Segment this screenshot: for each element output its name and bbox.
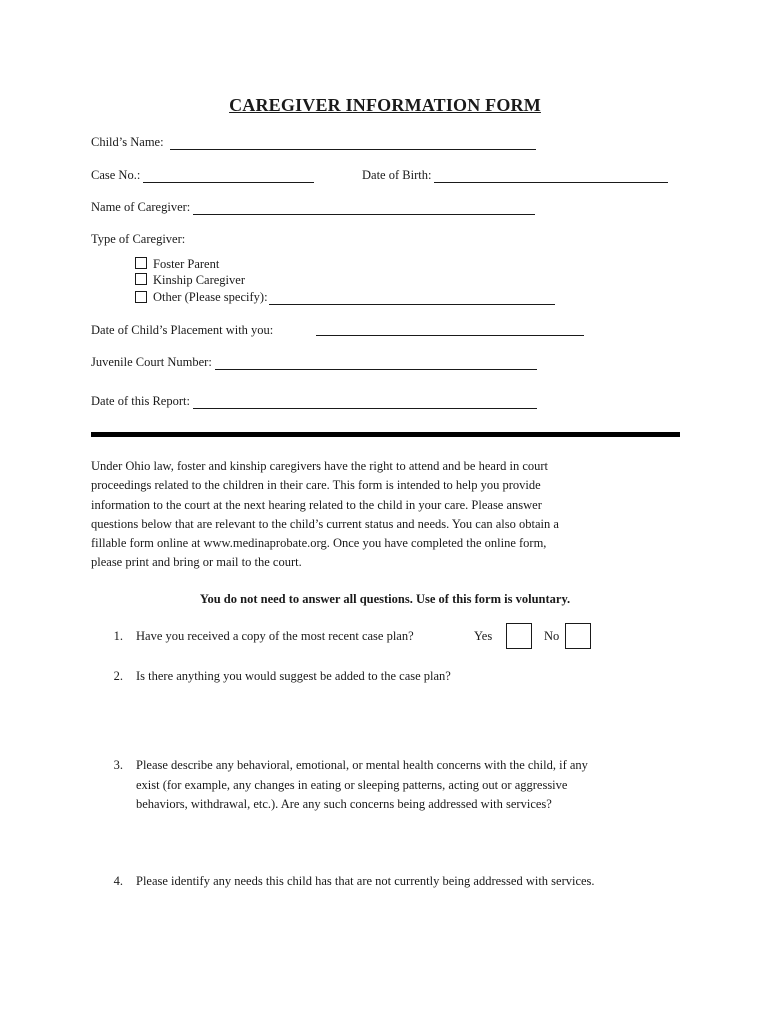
child-name-row [91,134,536,150]
question-4-text: Please identify any needs this child has that are not currently being addressed with services. [136,874,595,888]
placement-date-label: Date of Child’s Placement with you: [91,323,274,337]
question-1-yes-label: Yes [474,629,493,643]
foster-parent-option[interactable] [135,256,219,272]
caregiver-name-label: Name of Caregiver: [91,200,191,214]
foster-parent-label: Foster Parent [153,257,220,271]
question-2-number: 2. [113,669,123,683]
child-name-label: Child’s Name: [91,135,164,149]
report-date-row [91,393,537,409]
other-caregiver-input[interactable] [269,292,555,305]
question-1-number: 1. [113,629,123,643]
other-caregiver-option[interactable] [135,289,555,305]
voluntary-notice: You do not need to answer all questions. Use of this form is voluntary. [199,592,571,606]
question-3-number: 3. [113,758,123,772]
juvenile-court-input[interactable] [215,357,537,370]
intro-line: information to the court at the next hearing related to the child in your care. Please answer [91,497,542,512]
intro-line: fillable form online at www.medinaprobate.org. Once you have completed the online form, [91,536,547,551]
intro-paragraph [91,457,681,573]
question-3-line-3: behaviors, withdrawal, etc.). Are any such concerns being addressed with services? [136,797,552,811]
kinship-caregiver-label: Kinship Caregiver [153,273,245,287]
report-date-label: Date of this Report: [91,394,190,408]
caregiver-type-label: Type of Caregiver: [91,232,186,246]
question-4-number: 4. [113,874,123,888]
case-no-label: Case No.: [91,168,141,182]
dob-input[interactable] [434,170,668,183]
caregiver-name-row [91,199,535,215]
intro-line: Under Ohio law, foster and kinship caregivers have the right to attend and be heard in court [91,459,549,473]
question-1-no-label: No [544,629,560,643]
question-1-text: Have you received a copy of the most recent case plan? [136,629,414,643]
report-date-input[interactable] [193,396,537,409]
question-3-line-1: Please describe any behavioral, emotional, or mental health concerns with the child, if any [136,758,588,772]
case-no-input[interactable] [143,170,314,183]
question-3-line-2: exist (for example, any changes in eating or sleeping patterns, acting out or aggressive [136,777,568,792]
child-name-input[interactable] [170,137,536,150]
question-2-text: Is there anything you would suggest be added to the case plan? [136,669,451,683]
juvenile-court-row [91,354,537,370]
dob-row [362,167,668,183]
kinship-caregiver-checkbox[interactable] [135,273,147,285]
juvenile-court-label: Juvenile Court Number: [91,355,212,369]
form-title: CAREGIVER INFORMATION FORM [229,95,541,115]
section-divider [91,432,680,437]
case-no-row [91,167,314,183]
other-caregiver-checkbox[interactable] [135,291,147,303]
kinship-caregiver-option[interactable] [135,272,245,288]
dob-label: Date of Birth: [362,168,432,182]
intro-line: proceedings related to the children in their care. This form is intended to help you provide [91,478,541,493]
question-1-no-checkbox[interactable] [565,623,591,649]
question-1-yes-checkbox[interactable] [506,623,532,649]
intro-line: questions below that are relevant to the child’s current status and needs. You can also obtain a [91,516,559,531]
other-caregiver-label: Other (Please specify): [153,290,268,304]
foster-parent-checkbox[interactable] [135,257,147,269]
caregiver-name-input[interactable] [193,202,535,215]
placement-date-input[interactable] [316,323,584,336]
intro-line: please print and bring or mail to the court. [91,555,302,570]
